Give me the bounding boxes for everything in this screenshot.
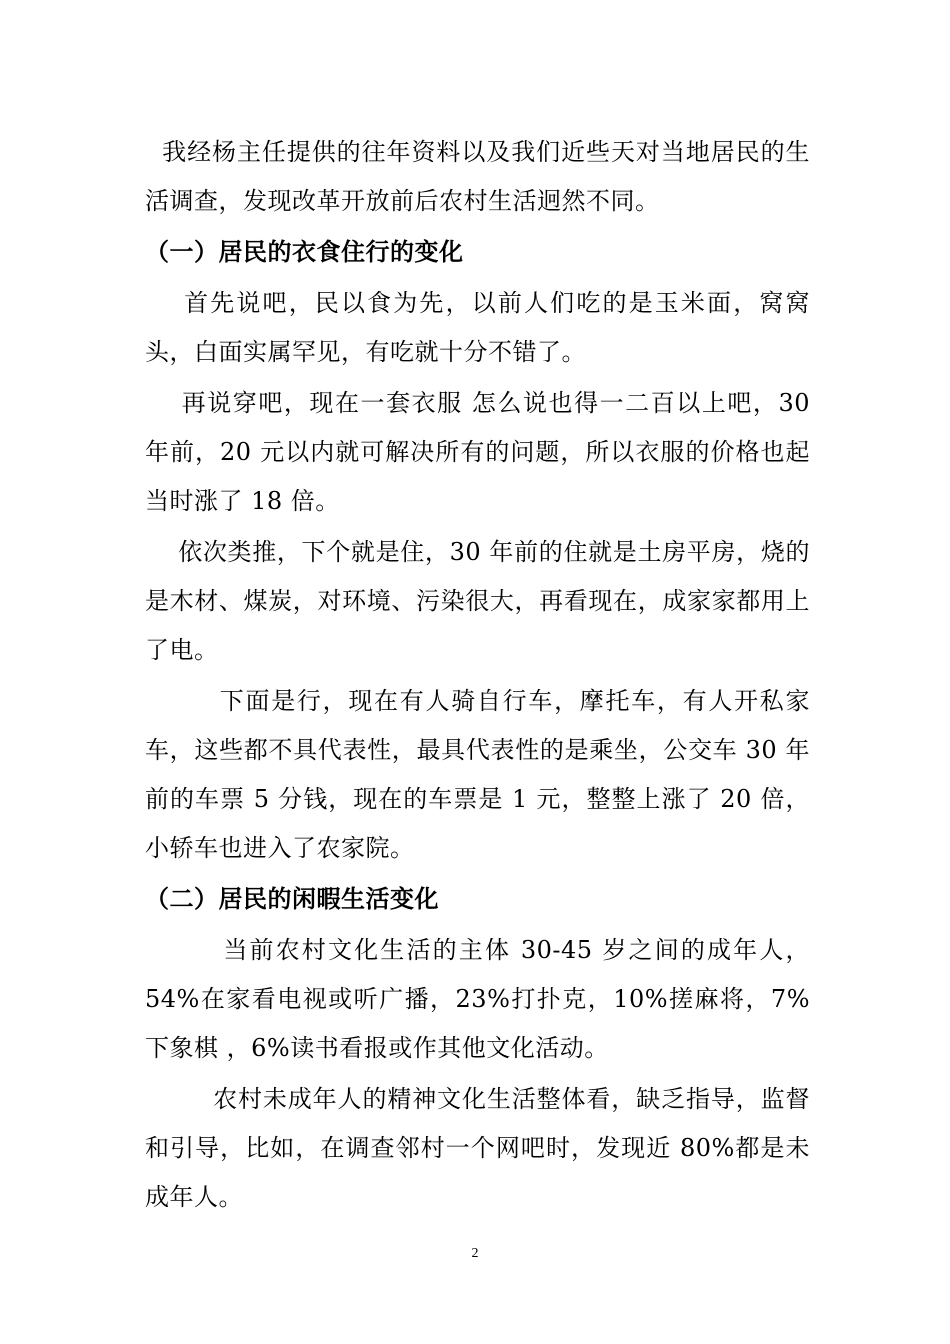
page-number: 2 bbox=[471, 1246, 479, 1261]
paragraph-transport: 下面是行，现在有人骑自行车，摩托车，有人开私家车，这些都不具代表性，最具代表性的是乘坐，公交车 30 年前的车票 5 分钱，现在的车票是 1 元，整整上涨了 20 倍，小轿车也进入了农家院。 bbox=[145, 687, 811, 862]
intro-paragraph: 我经杨主任提供的往年资料以及我们近些天对当地居民的生活调查，发现改革开放前后农村生活迥然不同。 bbox=[145, 138, 811, 215]
document-body bbox=[145, 128, 819, 1224]
section-heading-1: （一）居民的衣食住行的变化 bbox=[145, 238, 464, 266]
section-heading-2: （二）居民的闲暇生活变化 bbox=[145, 885, 439, 913]
paragraph-food: 首先说吧，民以食为先，以前人们吃的是玉米面，窝窝头，白面实属罕见，有吃就十分不错了。 bbox=[145, 289, 811, 366]
paragraph-clothing: 再说穿吧，现在一套衣服 怎么说也得一二百以上吧，30 年前，20 元以内就可解决所有的问题，所以衣服的价格也起当时涨了 18 倍。 bbox=[145, 389, 819, 515]
paragraph-housing: 依次类推，下个就是住，30 年前的住就是土房平房，烧的是木材、煤炭，对环境、污染很大，再看现在，成家家都用上了电。 bbox=[145, 538, 810, 664]
paragraph-minor-leisure: 农村未成年人的精神文化生活整体看，缺乏指导，监督和引导，比如，在调查邻村一个网吧时，发现近 80%都是未成年人。 bbox=[145, 1085, 811, 1211]
paragraph-adult-leisure: 当前农村文化生活的主体 30-45 岁之间的成年人，54%在家看电视或听广播，23%打扑克，10%搓麻将，7%下象棋 ，6%读书看报或作其他文化活动。 bbox=[145, 936, 810, 1062]
